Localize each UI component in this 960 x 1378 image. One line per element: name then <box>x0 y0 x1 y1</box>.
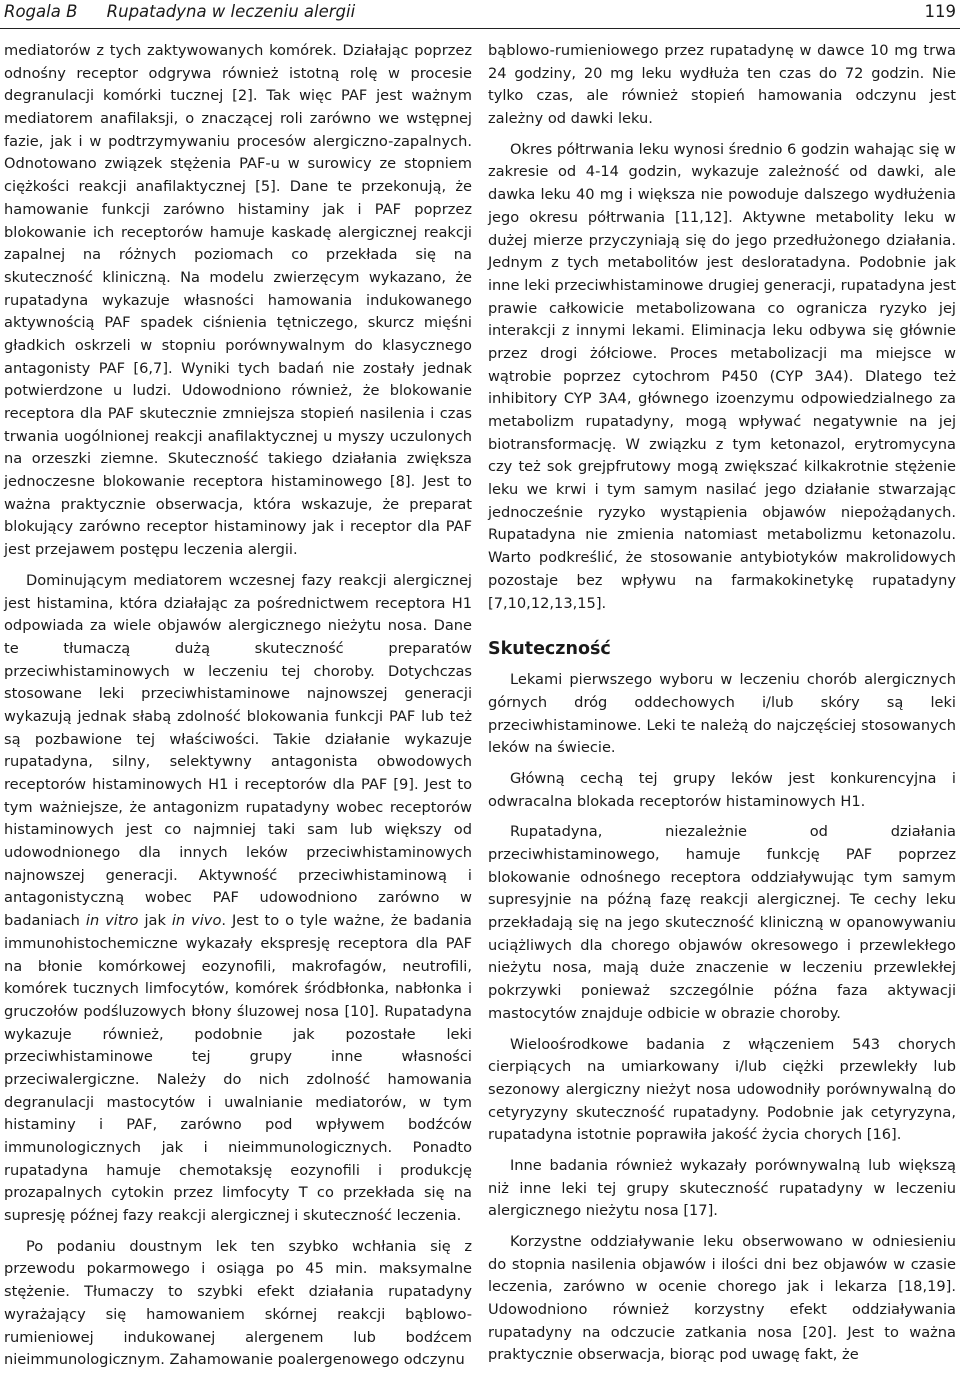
right-column <box>488 40 956 1367</box>
paragraph: Główną cechą tej grupy leków jest konkurencyjna i odwracalna blokada receptorów histaminowych H1. <box>488 769 956 810</box>
header-left <box>4 2 355 21</box>
page-number: 119 <box>924 2 956 21</box>
header-title: Rupatadyna w leczeniu alergii <box>106 2 356 21</box>
paragraph: mediatorów z tych zaktywowanych komórek. Działając poprzez odnośny receptor odgrywa również istotną rolę w procesie degranulacji komórki tucznej [2]. Tak więc PAF jest ważnym mediatorem anafilaksji, o znaczącej roli zarówno we wstępnej fazie, jak i w podtrzymywaniu procesów alergiczno-zapalnych. Odnotowano związek stężenia PAF-u w surowicy ze stopniem ciężkości reakcji anafilaktycznej [5]. Dane te przekonują, że hamowanie funkcji zarówno histaminy jak i PAF poprzez blokowanie ich receptorów hamuje kaskadę alergicznej reakcji zapalnej na różnych poziomach co przekłada się na skuteczność kliniczną. Na modelu zwierzęcym wykazano, że rupatadyna wykazuje własności hamowania indukowanego aktywnością PAF spadek ciśnienia tętniczego, skurcz mięśni gładkich oskrzeli w stopniu porównywalnym do klasycznego antagonisty PAF [6,7]. Wyniki tych badań nie zostały jednak potwierdzone u ludzi. Udowodniono również, że blokowanie receptora dla PAF skutecznie zmniejsza stopień nasilenia i czas trwania uogólnionej reakcji anafilaktycznej u myszy uczulonych na orzeszki ziemne. Skuteczność takiego działania zwiększa jednoczesne blokowanie receptora histaminowego [8]. Jest to ważna praktycznie obserwacja, która wskazuje, że preparat blokujący zarówno receptor histaminowy jak i receptor dla PAF jest przejawem postępu leczenia alergii. <box>4 42 472 559</box>
paragraph: Okres półtrwania leku wynosi średnio 6 godzin wahając się w zakresie od 4-14 godzin, wykazuje zależność od dawki, ale dawka leku 40 mg i większa nie powoduje dalszego wydłużenia jego okresu półtrwania [11,12]. Aktywne metabolity leku w dużej mierze przyczyniają się do jego przedłużonego działania. Jednym z tych metabolitów jest desloratadyna. Podobnie jak inne leki przeciwhistaminowe drugiej generacji, rupatadyna jest prawie całkowicie metabolizowana co ogranicza ryzyko jej interakcji z innymi lekami. Eliminacja leku odbywa się głównie przez drogi żółciowe. Proces metabolizacji ma miejsce w wątrobie poprzez cytochrom P450 (CYP 3A4). Dlatego też inhibitory CYP 3A4, głównego izoenzymu odpowiedzialnego za metabolizm rupatadyny, mogą wpływać negatywnie na jej biotransformację. W związku z tym ketonazol, erytromycyna czy też sok grejpfrutowy mogą zwiększać kilkakrotnie stężenie leku we krwi i tym samym nasilać jego działanie stwarzając jednocześnie ryzyko wystąpienia objawów niepożądanych. Rupatadyna nie zmienia natomiast metabolizmu ketonazolu. Warto podkreślić, że stosowanie antybiotyków makrolidowych pozostaje bez wpływu na farmakokinetykę rupatadyny [7,10,12,13,15]. <box>488 140 956 612</box>
running-header <box>0 0 960 30</box>
paragraph: Lekami pierwszego wyboru w leczeniu chorób alergicznych górnych dróg oddechowych i/lub skóry są leki przeciwhistaminowe. Leki te należą do najczęściej stosowanych leków na świecie. <box>488 671 956 757</box>
header-author: Rogala B <box>4 2 78 21</box>
paragraph: Wieloośrodkowe badania z włączeniem 543 chorych cierpiących na umiarkowany i/lub ciężki przewlekły lub sezonowy alergiczny nieżyt nosa udowodniły porównywalną do cetyryzyny skuteczność rupatadyny. Podobnie jak cetyryzyna, rupatadyna istotnie poprawiła jakość życia chorych [16]. <box>488 1035 956 1144</box>
paragraph: Inne badania również wykazały porównywalną lub większą niż inne leki tej grupy skuteczność rupatadyny w leczeniu alergicznego nieżytu nosa [17]. <box>488 1156 956 1220</box>
italic-term: in vivo <box>171 912 222 930</box>
italic-term: in vitro <box>85 912 139 930</box>
paragraph: Rupatadyna, niezależnie od działania przeciwhistaminowego, hamuje funkcję PAF poprzez blokowanie odnośnego receptora oddziaływując tym samym supresyjnie na późną fazę reakcji alergicznej. Te cechy leku przekładają się na jego skuteczność kliniczną w opanowywaniu uciążliwych dla chorego objawów okresowego i przewlekłego nieżytu nosa, mają duże znaczenie w leczeniu przewlekłej pokrzywki ponieważ szczególnie późna faza aktywacji mastocytów znajduje odbicie w obrazie choroby. <box>488 823 956 1022</box>
paragraph <box>4 570 472 1228</box>
paragraph: Korzystne oddziaływanie leku obserwowano w odniesieniu do stopnia nasilenia objawów i ilości dni bez objawów w czasie leczenia, zarówno w ocenie chorego jak i lekarza [18,19]. Udowodniono również korzystny efekt oddziaływania rupatadyny na odczucie zatkania nosa [20]. Jest to ważna praktycznie obserwacja, biorąc pod uwagę fakt, że <box>488 1233 956 1364</box>
left-column <box>4 40 472 1372</box>
paragraph-text: Dominującym mediatorem wczesnej fazy reakcji alergicznej jest histamina, która działając za pośrednictwem receptora H1 odpowiada za wiele objawów alergicznego nieżytu nosa. Dane te tłumaczą dużą skuteczność preparatów przeciwhistaminowych w leczeniu tej choroby. Dotychczas stosowane leki przeciwhistaminowe najnowszej generacji wykazują jednak słabą zdolność blokowania funkcji PAF lub też są pozbawione tej właściwości. Takie działanie wykazuje rupatadyna, silny, selektywny antagonista obwodowych receptorów histaminowych H1 i receptorów dla PAF [9]. Jest to tym ważniejsze, że antagonizm rupatadyny wobec receptorów histaminowych jest co najmniej taki sam lub większy od udowodnionego dla innych leków przeciwhistaminowych najnowszej generacji. Aktywność przeciwhistaminową i antagonistyczną wobec PAF udowodniono zarówno w badaniach <box>4 571 472 930</box>
section-heading: Skuteczność <box>488 639 611 660</box>
paragraph: Po podaniu doustnym lek ten szybko wchłania się z przewodu pokarmowego i osiąga po 45 min. maksymalne stężenie. Tłumaczy to szybki efekt działania rupatadyny wyrażający się hamowaniem skórnej reakcji bąblowo-rumieniowej indukowanej alergenem lub bodźcem nieimmunologicznym. Zahamowanie poalergenowego odczynu <box>4 1237 472 1369</box>
header-rule <box>0 28 960 29</box>
paragraph: bąblowo-rumieniowego przez rupatadynę w dawce 10 mg trwa 24 godziny, 20 mg leku wydłuża ten czas do 72 godzin. Nie tylko czas, ale również stopień hamowania odczynu jest zależny od dawki leku. <box>488 42 956 128</box>
paragraph-text: jak <box>138 912 172 930</box>
paragraph-text: . Jest to o tyle ważne, że badania immunohistochemiczne wykazały ekspresję receptora dla PAF na błonie komórkowej eozynofili, makrofagów, neutrofili, komórek tucznych limfocytów, komórek śródbłonka, nabłonka i gruczołów podśluzowych błony śluzowej nosa [10]. Rupatadyna wykazuje również, podobnie jak pozostałe leki przeciwhistaminowe tej grupy inne własności przeciwalergiczne. Należy do nich zdolność hamowania degranulacji mastocytów i uwalnianie mediatorów, w tym histaminy i PAF, zarówno pod wpływem bodźców immunologicznych jak i nieimmunologicznych. Ponadto rupatadyna hamuje chemotaksję eozynofili i produkcję prozapalnych cytokin przez limfocyty T co przekłada się na supresję późnej fazy reakcji alergicznej i skuteczność leczenia. <box>4 912 472 1225</box>
